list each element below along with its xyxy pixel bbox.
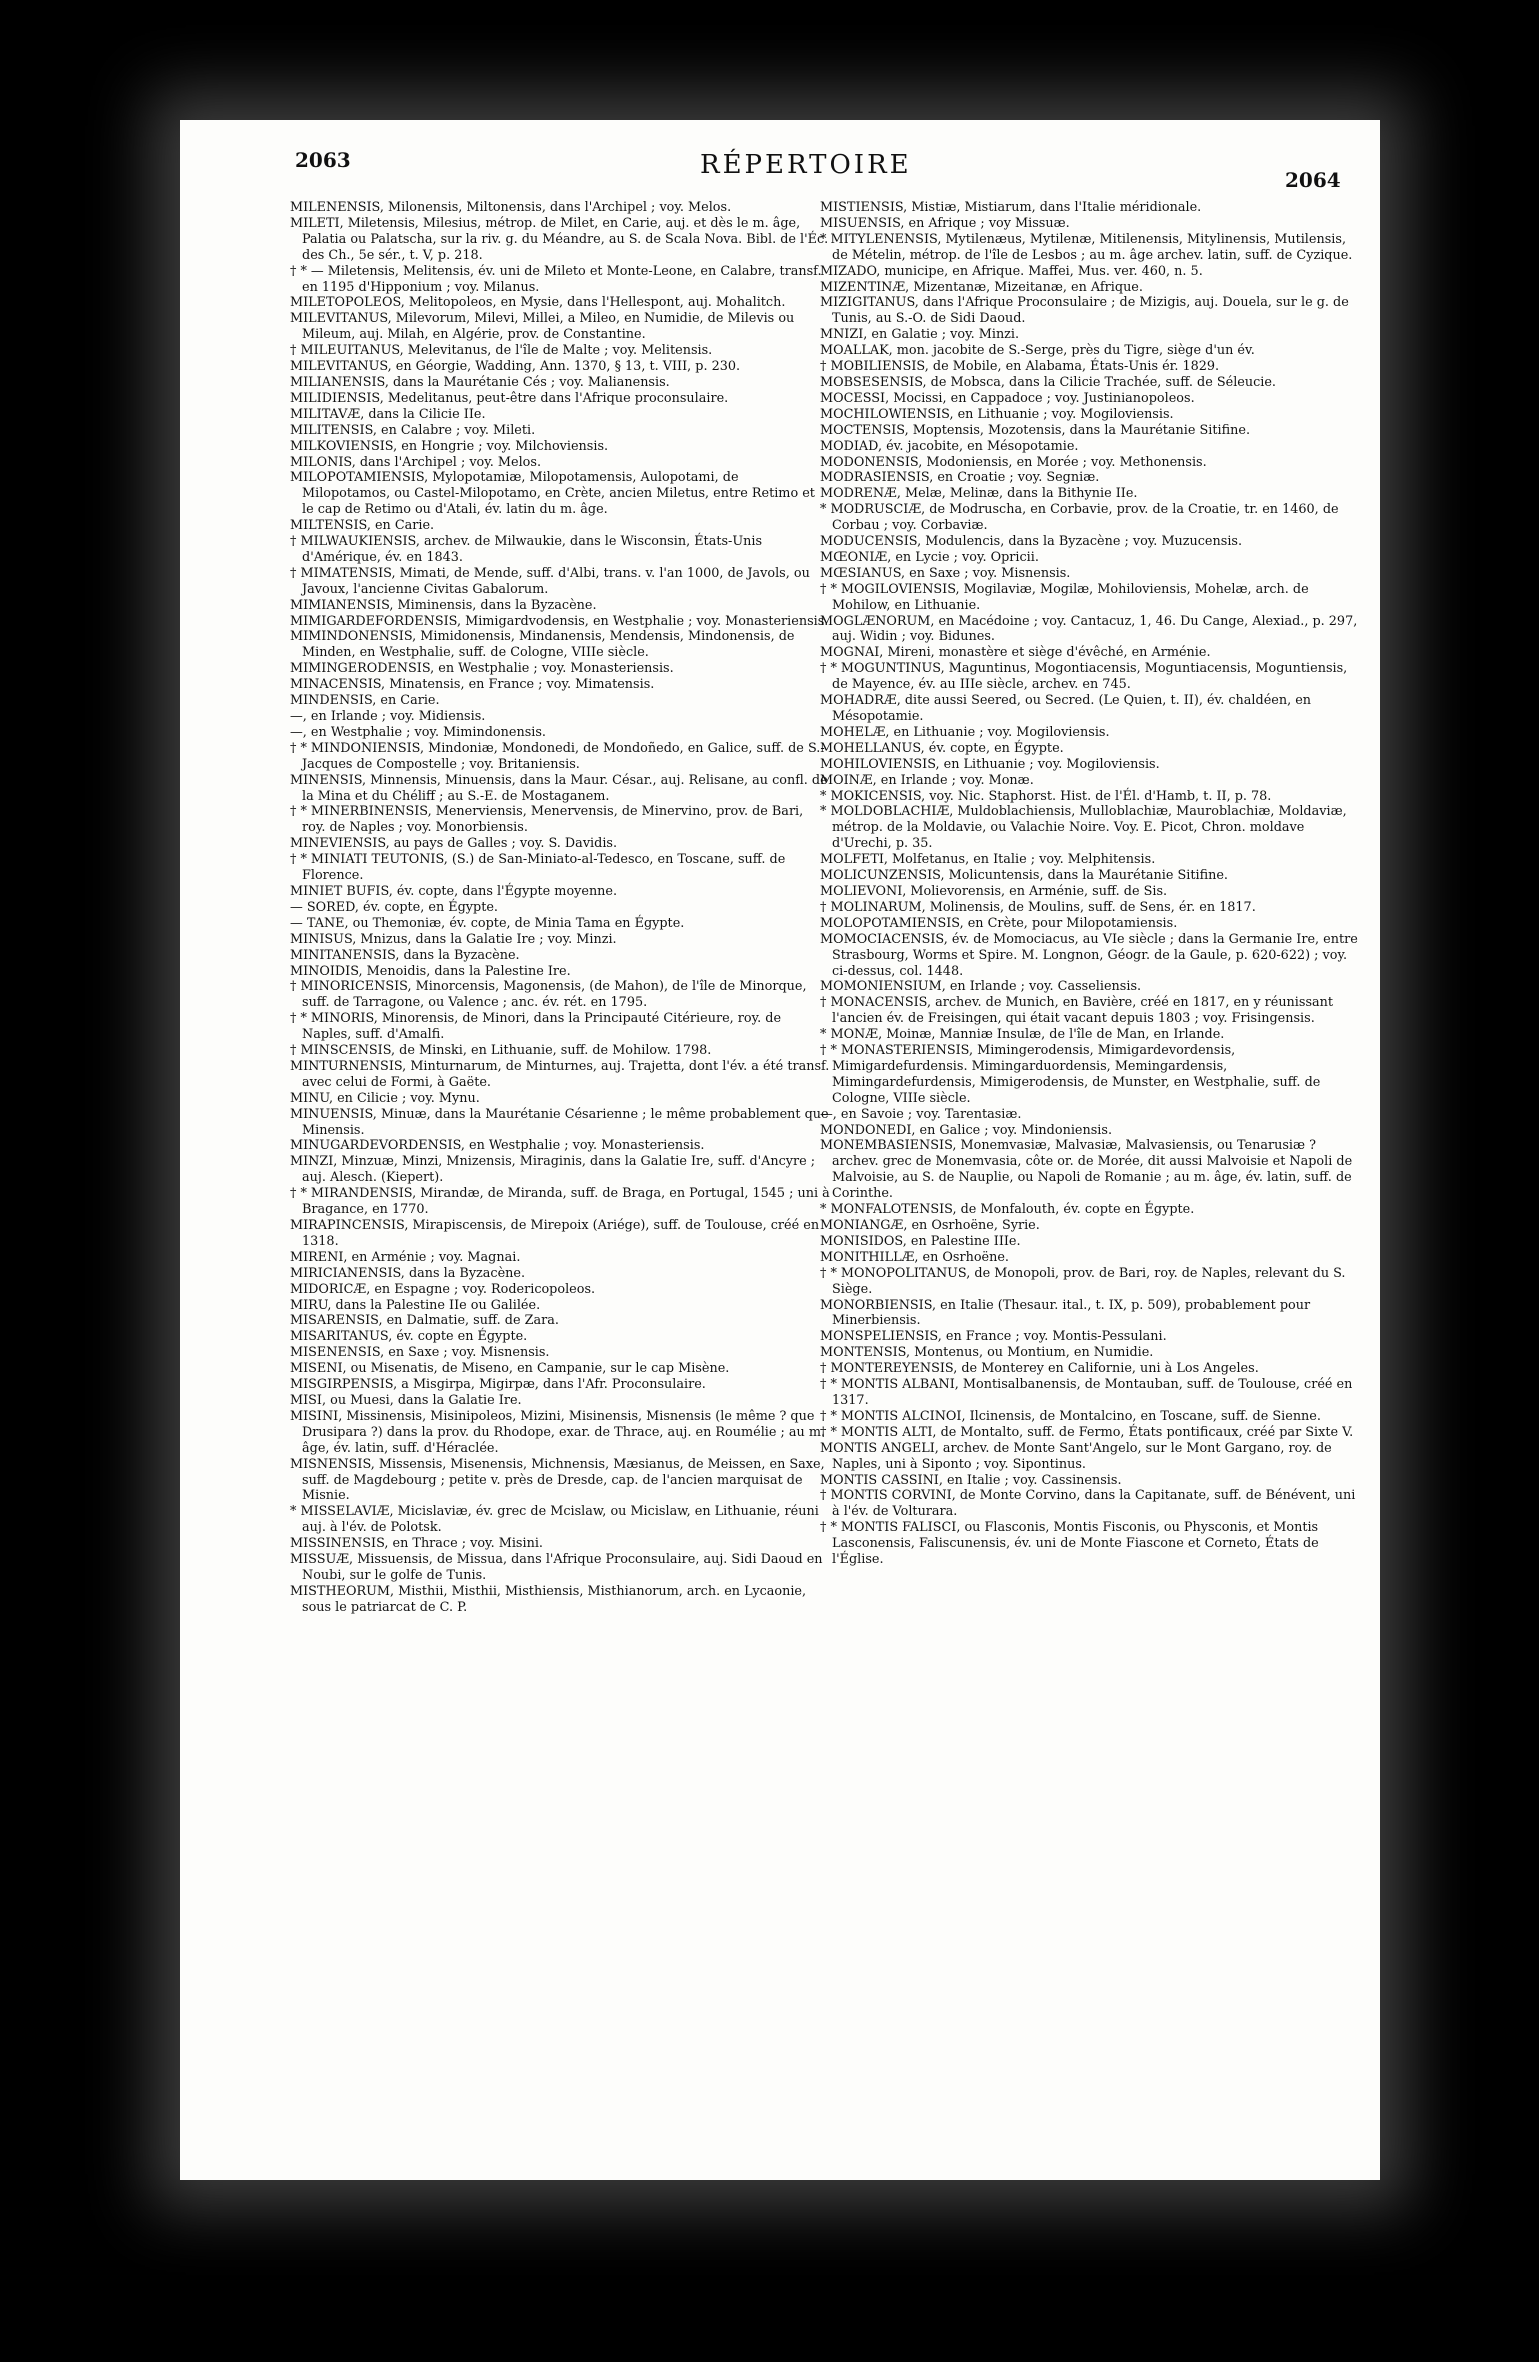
entry: MIZIGITANUS, dans l'Afrique Proconsulaire ; de Mizigis, auj. Douela, sur le g. de Tunis, au S.-O. de Sidi Daoud. — [820, 295, 1349, 327]
entry: MONTENSIS, Montenus, ou Montium, en Numidie. — [820, 1345, 1154, 1361]
entry: † * MONTIS ALBANI, Montisalbanensis, de Montauban, suff. de Toulouse, créé en 1317. — [820, 1377, 1353, 1408]
entry: MIZADO, municipe, en Afrique. Maffei, Mus. ver. 460, n. 5. — [820, 263, 1203, 279]
entry: MOHELÆ, en Lithuanie ; voy. Mogiloviensis. — [820, 724, 1110, 740]
entry: MODIAD, év. jacobite, en Mésopotamie. — [820, 438, 1079, 454]
entry: MISNENSIS, Missensis, Misenensis, Michnensis, Mæsianus, de Meissen, en Saxe, suff. de Magdebourg ; petite v. près de Dresde, cap. de l'ancien marquisat de Misnie. — [290, 1456, 825, 1504]
entry: MILEVITANUS, en Géorgie, Wadding, Ann. 1370, § 13, t. VIII, p. 230. — [290, 359, 741, 375]
entry: MIDORICÆ, en Espagne ; voy. Rodericopoleos. — [290, 1281, 596, 1297]
entry: MOCTENSIS, Moptensis, Mozotensis, dans la Maurétanie Sitifine. — [820, 422, 1251, 438]
entry: MONSPELIENSIS, en France ; voy. Montis-Pessulani. — [820, 1329, 1167, 1345]
entry: MOALLAK, mon. jacobite de S.-Serge, près du Tigre, siège d'un év. — [820, 343, 1255, 359]
entry: MIRICIANENSIS, dans la Byzacène. — [290, 1265, 526, 1281]
entry: MISENI, ou Misenatis, de Miseno, en Campanie, sur le cap Misène. — [290, 1361, 730, 1377]
entry: MONTIS CASSINI, en Italie ; voy. Cassinensis. — [820, 1472, 1122, 1488]
entry: * MODRUSCIÆ, de Modruscha, en Corbavie, prov. de la Croatie, tr. en 1460, de Corbau ; voy. Corbaviæ. — [820, 502, 1339, 534]
entry: — SORED, év. copte, en Égypte. — [290, 899, 498, 915]
entry: MISI, ou Muesi, dans la Galatie Ire. — [290, 1392, 522, 1408]
entry: MISENENSIS, en Saxe ; voy. Misnensis. — [290, 1345, 550, 1361]
entry: MINUENSIS, Minuæ, dans la Maurétanie Césarienne ; le même probablement que Minensis. — [290, 1106, 829, 1138]
entry: MONITHILLÆ, en Osrhoëne. — [820, 1249, 1009, 1265]
entry: † * MONTIS FALISCI, ou Flasconis, Montis Fisconis, ou Physconis, et Montis Lasconensis, Faliscunensis, év. uni de Monte Fiascone et Corneto, États de l'Église. — [820, 1520, 1319, 1568]
entry: † * MINERBINENSIS, Menerviensis, Menervensis, de Minervino, prov. de Bari, roy. de Naples ; voy. Monorbiensis. — [290, 804, 804, 836]
entry: MISARITANUS, év. copte en Égypte. — [290, 1329, 528, 1345]
entry: MILKOVIENSIS, en Hongrie ; voy. Milchoviensis. — [290, 438, 609, 454]
left-page-number: 2063 — [295, 148, 351, 172]
entry: MINTURNENSIS, Minturnarum, de Minturnes, auj. Trajetta, dont l'év. a été transf. avec celui de Formi, à Gaëte. — [290, 1058, 830, 1090]
entry: MŒONIÆ, en Lycie ; voy. Opricii. — [820, 549, 1039, 565]
entry: MODUCENSIS, Modulencis, dans la Byzacène ; voy. Muzucensis. — [820, 534, 1243, 550]
entry: MISUENSIS, en Afrique ; voy Missuæ. — [820, 215, 1070, 231]
entry: † MOBILIENSIS, de Mobile, en Alabama, États-Unis ér. 1829. — [820, 359, 1220, 375]
entry: MONIANGÆ, en Osrhoëne, Syrie. — [820, 1218, 1040, 1233]
entry: — TANE, ou Themoniæ, év. copte, de Minia Tama en Égypte. — [290, 915, 685, 931]
entry: MILONIS, dans l'Archipel ; voy. Melos. — [290, 454, 542, 470]
entry: † * — Miletensis, Melitensis, év. uni de Mileto et Monte-Leone, en Calabre, transf. en 1195 d'Hipponium ; voy. Milanus. — [290, 263, 822, 295]
entry: MIMINGERODENSIS, en Westphalie ; voy. Monasteriensis. — [290, 661, 674, 677]
entry: † * MOGILOVIENSIS, Mogilaviæ, Mogilæ, Mohiloviensis, Mohelæ, arch. de Mohilow, en Lithuanie. — [820, 581, 1309, 613]
entry: MINIET BUFIS, év. copte, dans l'Égypte moyenne. — [290, 883, 618, 899]
entry: MINU, en Cilicie ; voy. Mynu. — [290, 1090, 480, 1106]
entry: * MOKICENSIS, voy. Nic. Staphorst. Hist. de l'Él. d'Hamb, t. II, p. 78. — [820, 788, 1272, 804]
entry: † MOLINARUM, Molinensis, de Moulins, suff. de Sens, ér. en 1817. — [820, 899, 1256, 915]
entry: MINOIDIS, Menoidis, dans la Palestine Ire. — [290, 963, 571, 979]
entry: MOLIEVONI, Molievorensis, en Arménie, suff. de Sis. — [820, 883, 1168, 899]
entry: —, en Savoie ; voy. Tarentasiæ. — [820, 1106, 1022, 1122]
entry: * MONÆ, Moinæ, Manniæ Insulæ, de l'île de Man, en Irlande. — [820, 1027, 1225, 1043]
entry: MOCHILOWIENSIS, en Lithuanie ; voy. Mogiloviensis. — [820, 406, 1174, 422]
entry: MILIDIENSIS, Medelitanus, peut-être dans l'Afrique proconsulaire. — [290, 390, 729, 406]
entry: MOGNAI, Mireni, monastère et siège d'évêché, en Arménie. — [820, 645, 1211, 661]
entry: † MONTEREYENSIS, de Monterey en Californie, uni à Los Angeles. — [820, 1361, 1259, 1377]
entry: MNIZI, en Galatie ; voy. Minzi. — [820, 327, 1020, 343]
entry: † * MONASTERIENSIS, Mimingerodensis, Mimigardevordensis, Mimigardefurdensis. Mimingarduordensis, Memingardensis, Mimingardefurdensis, Mimigerodensis, de Munster, en Westphalie, suff. de Cologne, VIIIe siècle. — [820, 1043, 1321, 1106]
entry: † * MIRANDENSIS, Mirandæ, de Miranda, suff. de Braga, en Portugal, 1545 ; uni à Bragance, en 1770. — [290, 1186, 830, 1218]
entry: † * MINIATI TEUTONIS, (S.) de San-Miniato-al-Tedesco, en Toscane, suff. de Florence. — [290, 852, 786, 884]
entry: † MILEUITANUS, Melevitanus, de l'île de Malte ; voy. Melitensis. — [290, 343, 713, 359]
entry: † MILWAUKIENSIS, archev. de Milwaukie, dans le Wisconsin, États-Unis d'Amérique, év. en 1843. — [290, 534, 763, 565]
entry: MINISUS, Mnizus, dans la Galatie Ire ; voy. Minzi. — [290, 931, 617, 947]
entry: MIRENI, en Arménie ; voy. Magnai. — [290, 1249, 521, 1265]
entry: † MONACENSIS, archev. de Munich, en Bavière, créé en 1817, en y réunissant l'ancien év. de Freisingen, qui était vacant depuis 1803 ; voy. Frisingensis. — [820, 995, 1334, 1027]
right-column — [820, 200, 1360, 1568]
page — [180, 120, 1380, 2180]
entry: MISTIENSIS, Mistiæ, Mistiarum, dans l'Italie méridionale. — [820, 200, 1202, 215]
entry: † * MOGUNTINUS, Maguntinus, Mogontiacensis, Moguntiacensis, Moguntiensis, de Mayence, év. au IIIe siècle, archev. en 745. — [820, 661, 1348, 693]
entry: —, en Irlande ; voy. Midiensis. — [290, 709, 486, 724]
entry: MISSUÆ, Missuensis, de Missua, dans l'Afrique Proconsulaire, auj. Sidi Daoud en Noubi, sur le golfe de Tunis. — [290, 1552, 823, 1583]
entry: MINZI, Minzuæ, Minzi, Mnizensis, Miraginis, dans la Galatie Ire, suff. d'Ancyre ; auj. Alesch. (Kiepert). — [290, 1154, 816, 1186]
entry: MOMONIENSIUM, en Irlande ; voy. Casseliensis. — [820, 979, 1142, 995]
entry: † * MONOPOLITANUS, de Monopoli, prov. de Bari, roy. de Naples, relevant du S. Siège. — [820, 1265, 1346, 1297]
entry: —, en Westphalie ; voy. Mimindonensis. — [290, 724, 546, 740]
entry: MIMIGARDEFORDENSIS, Mimigardvodensis, en Westphalie ; voy. Monasteriensis. — [290, 613, 829, 629]
entry: MOHELLANUS, év. copte, en Égypte. — [820, 740, 1064, 756]
entry: † MIMATENSIS, Mimati, de Mende, suff. d'Albi, trans. v. l'an 1000, de Javols, ou Javoux, l'ancienne Civitas Gabalorum. — [290, 565, 810, 597]
entry: MOBSESENSIS, de Mobsca, dans la Cilicie Trachée, suff. de Séleucie. — [820, 374, 1277, 390]
entry: MIZENTINÆ, Mizentanæ, Mizeitanæ, en Afrique. — [820, 279, 1143, 295]
entry: MISINI, Missinensis, Misinipoleos, Mizini, Misinensis, Misnensis (le même ? que Drusipara ?) dans la prov. du Rhodope, exar. de Thrace, auj. en Roumélie ; au m. âge, év. latin, suff. d'Héraclée. — [290, 1408, 826, 1456]
right-page-number: 2064 — [1285, 168, 1341, 192]
entry: MIRAPINCENSIS, Mirapiscensis, de Mirepoix (Ariége), suff. de Toulouse, créé en 1318. — [290, 1218, 820, 1249]
entry: MODONENSIS, Modoniensis, en Morée ; voy. Methonensis. — [820, 454, 1207, 470]
left-column — [290, 200, 830, 1616]
entry: MINUGARDEVORDENSIS, en Westphalie ; voy. Monasteriensis. — [290, 1138, 705, 1154]
entry: † MINSCENSIS, de Minski, en Lithuanie, suff. de Mohilow. 1798. — [290, 1043, 712, 1059]
entry: MIMIANENSIS, Miminensis, dans la Byzacène. — [290, 597, 597, 613]
entry: MOHILOVIENSIS, en Lithuanie ; voy. Mogiloviensis. — [820, 756, 1160, 772]
entry: † * MINORIS, Minorensis, de Minori, dans la Principauté Citérieure, roy. de Naples, suff. d'Amalfi. — [290, 1011, 782, 1043]
entry: † * MINDONIENSIS, Mindoniæ, Mondonedi, de Mondoñedo, en Galice, suff. de S.-Jacques de Compostelle ; voy. Britaniensis. — [290, 740, 825, 772]
entry: MOLFETI, Molfetanus, en Italie ; voy. Melphitensis. — [820, 852, 1156, 868]
entry: MILOPOTAMIENSIS, Mylopotamiæ, Milopotamensis, Aulopotami, de Milopotamos, ou Castel-Milopotamo, en Crète, ancien Miletus, entre Retimo et le cap de Retimo ou d'Atali, év. latin du m. âge. — [290, 470, 815, 518]
entry: * MOLDOBLACHIÆ, Muldoblachiensis, Mulloblachiæ, Mauroblachiæ, Moldaviæ, métrop. de la Moldavie, ou Valachie Noire. Voy. E. Picot, Chron. moldave d'Urechi, p. 35. — [820, 804, 1347, 852]
entry: † MONTIS CORVINI, de Monte Corvino, dans la Capitanate, suff. de Bénévent, uni à l'év. de Volturara. — [820, 1488, 1356, 1520]
entry: MISTHEORUM, Misthii, Misthii, Misthiensis, Misthianorum, arch. en Lycaonie, sous le patriarcat de C. P. — [290, 1583, 807, 1615]
entry: MONORBIENSIS, en Italie (Thesaur. ital., t. IX, p. 509), probablement pour Minerbiensis. — [820, 1297, 1311, 1329]
entry: MOCESSI, Mocissi, en Cappadoce ; voy. Justinianopoleos. — [820, 390, 1195, 406]
entry: MILETOPOLEOS, Melitopoleos, en Mysie, dans l'Hellespont, auj. Mohalitch. — [290, 295, 786, 311]
entry: † * MONTIS ALTI, de Montalto, suff. de Fermo, États pontificaux, créé par Sixte V. — [820, 1424, 1354, 1440]
entry: * MISSELAVIÆ, Micislaviæ, év. grec de Mcislaw, ou Micislaw, en Lithuanie, réuni auj. à l'év. de Polotsk. — [290, 1504, 819, 1536]
entry: MOLICUNZENSIS, Molicuntensis, dans la Maurétanie Sitifine. — [820, 868, 1228, 884]
entry: MOMOCIACENSIS, év. de Momociacus, au VIe siècle ; dans la Germanie Ire, entre Strasbourg, Worms et Spire. M. Longnon, Géogr. de la Gaule, p. 620-622) ; voy. ci-dessus, col. 1448. — [820, 931, 1358, 979]
entry: MILETI, Miletensis, Milesius, métrop. de Milet, en Carie, auj. et dès le m. âge, Palatia ou Palatscha, sur la riv. g. du Méandre, au S. de Scala Nova. Bibl. de l'Éc. des Ch., 5e sér., t. V, p. 218. — [290, 215, 829, 263]
entry: MILITAVÆ, dans la Cilicie IIe. — [290, 406, 486, 422]
entry: MISSINENSIS, en Thrace ; voy. Misini. — [290, 1536, 543, 1552]
entry: MODRENÆ, Melæ, Melinæ, dans la Bithynie IIe. — [820, 486, 1138, 502]
entry: MINEVIENSIS, au pays de Galles ; voy. S. Davidis. — [290, 836, 618, 852]
entry: MONTIS ANGELI, archev. de Monte Sant'Angelo, sur le Mont Gargano, roy. de Naples, uni à Siponto ; voy. Sipontinus. — [820, 1440, 1332, 1472]
entry: MOGLÆNORUM, en Macédoine ; voy. Cantacuz, 1, 46. Du Cange, Alexiad., p. 297, auj. Widin ; voy. Bidunes. — [820, 613, 1358, 645]
entry: MISARENSIS, en Dalmatie, suff. de Zara. — [290, 1313, 559, 1329]
running-header: RÉPERTOIRE — [700, 150, 912, 180]
entry: MIMINDONENSIS, Mimidonensis, Mindanensis, Mendensis, Mindonensis, de Minden, en Westphalie, suff. de Cologne, VIIIe siècle. — [290, 629, 795, 661]
entry: MODRASIENSIS, en Croatie ; voy. Segniæ. — [820, 470, 1100, 486]
entry: MILITENSIS, en Calabre ; voy. Mileti. — [290, 422, 536, 438]
entry: MONDONEDI, en Galice ; voy. Mindoniensis. — [820, 1122, 1113, 1138]
entry: MILIANENSIS, dans la Maurétanie Cés ; voy. Malianensis. — [290, 374, 670, 390]
entry: MINACENSIS, Minatensis, en France ; voy. Mimatensis. — [290, 677, 655, 693]
entry: MINENSIS, Minnensis, Minuensis, dans la Maur. César., auj. Relisane, au confl. de la Mina et du Chéliff ; au S.-E. de Mostaganem. — [290, 772, 828, 804]
entry: * MONFALOTENSIS, de Monfalouth, év. copte en Égypte. — [820, 1202, 1195, 1218]
entry: MONEMBASIENSIS, Monemvasiæ, Malvasiæ, Malvasiensis, ou Tenarusiæ ? archev. grec de Monemvasia, côte or. de Morée, dit aussi Malvoisie et Napoli de Malvoisie, au S. de Nauplie, ou Napoli de Romanie ; au m. âge, év. latin, suff. de Corinthe. — [820, 1138, 1353, 1202]
entry: MILEVITANUS, Milevorum, Milevi, Millei, a Mileo, en Numidie, de Milevis ou Mileum, auj. Milah, en Algérie, prov. de Constantine. — [290, 311, 795, 343]
entry: MOHADRÆ, dite aussi Seered, ou Secred. (Le Quien, t. II), év. chaldéen, en Mésopotamie. — [820, 693, 1312, 724]
entry: MOLOPOTAMIENSIS, en Crète, pour Milopotamiensis. — [820, 915, 1178, 931]
entry: MŒSIANUS, en Saxe ; voy. Misnensis. — [820, 565, 1071, 581]
entry: MILENENSIS, Milonensis, Miltonensis, dans l'Archipel ; voy. Melos. — [290, 200, 732, 215]
entry: MILTENSIS, en Carie. — [290, 518, 435, 534]
entry: MIRU, dans la Palestine IIe ou Galilée. — [290, 1297, 541, 1313]
entry: † MINORICENSIS, Minorcensis, Magonensis, (de Mahon), de l'île de Minorque, suff. de Tarragone, ou Valence ; anc. év. rét. en 1795. — [290, 979, 807, 1011]
entry: MINDENSIS, en Carie. — [290, 693, 440, 709]
entry: MONISIDOS, en Palestine IIIe. — [820, 1233, 1021, 1249]
entry: † * MONTIS ALCINOI, Ilcinensis, de Montalcino, en Toscane, suff. de Sienne. — [820, 1408, 1321, 1424]
entry: * MITYLENENSIS, Mytilenæus, Mytilenæ, Mitilenensis, Mitylinensis, Mutilensis, de Mételin, métrop. de l'île de Lesbos ; au m. âge archev. latin, suff. de Cyzique. — [820, 231, 1353, 263]
entry: MOINÆ, en Irlande ; voy. Monæ. — [820, 772, 1034, 788]
entry: MISGIRPENSIS, a Misgirpa, Migirpæ, dans l'Afr. Proconsulaire. — [290, 1377, 706, 1393]
entry: MINITANENSIS, dans la Byzacène. — [290, 947, 520, 963]
